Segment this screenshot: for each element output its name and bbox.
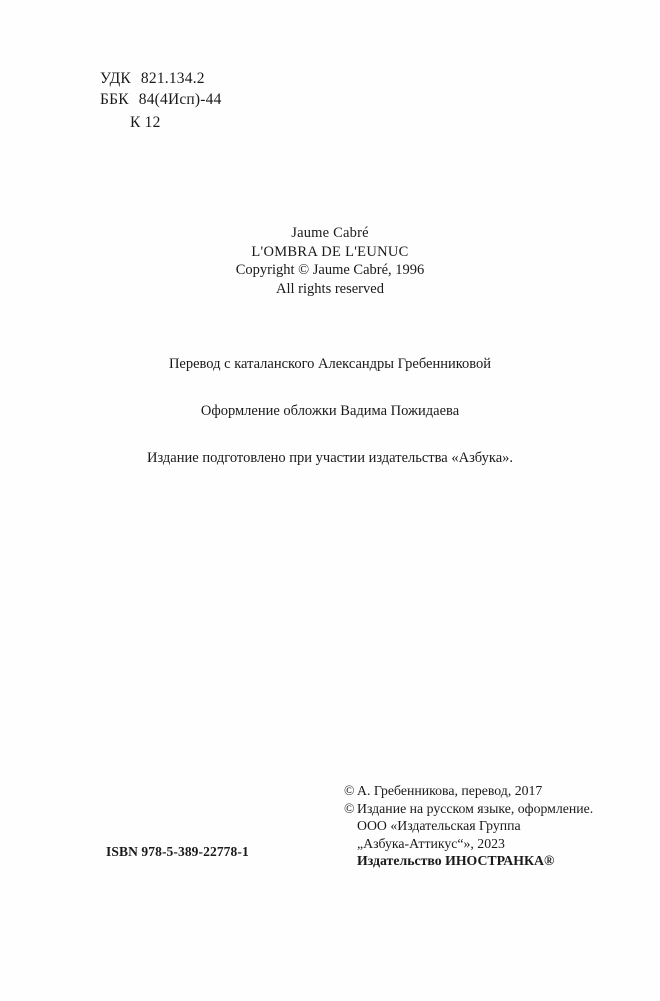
classification-block xyxy=(100,68,222,133)
partnership-note: Издание подготовлено при участии издательства «Азбука». xyxy=(146,450,514,466)
rights-line-company: ООО «Издательская Группа xyxy=(357,818,521,833)
original-author: Jaume Cabré xyxy=(291,225,369,241)
rights-block xyxy=(344,782,593,870)
rights-line-company-cont: „Азбука-Аттикус“», 2023 xyxy=(357,835,505,851)
cover-design-credit: Оформление обложки Вадима Пожидаева xyxy=(200,403,460,419)
shelf-mark: К 12 xyxy=(130,114,161,131)
bbk-label: ББК xyxy=(100,91,129,108)
udk-label: УДК xyxy=(100,70,131,87)
translation-credit: Перевод с каталанского Александры Гребенниковой xyxy=(168,356,492,372)
copyright-symbol-icon: © xyxy=(344,800,355,816)
rights-edition-text: Издание на русском языке, оформление. xyxy=(357,800,594,816)
publisher-imprint: Издательство ИНОСТРАНКА® xyxy=(357,853,555,868)
credits-block xyxy=(0,356,660,467)
original-copyright: Copyright © Jaume Cabré, 1996 xyxy=(235,262,425,278)
bbk-line xyxy=(100,89,222,110)
rights-translation-text: А. Гребенникова, перевод, 2017 xyxy=(357,783,543,798)
original-edition-block xyxy=(0,224,660,298)
rights-reserved: All rights reserved xyxy=(276,280,384,297)
bbk-value: 84(4Исп)-44 xyxy=(138,91,222,108)
isbn: ISBN 978-5-389-22778-1 xyxy=(106,844,249,859)
rights-line-translation xyxy=(344,782,593,800)
udk-line xyxy=(100,68,222,89)
udk-value: 821.134.2 xyxy=(140,70,205,87)
original-title: L'OMBRA DE L'EUNUC xyxy=(251,243,409,260)
rights-line-edition xyxy=(344,800,593,818)
copyright-symbol-icon: © xyxy=(344,783,355,798)
